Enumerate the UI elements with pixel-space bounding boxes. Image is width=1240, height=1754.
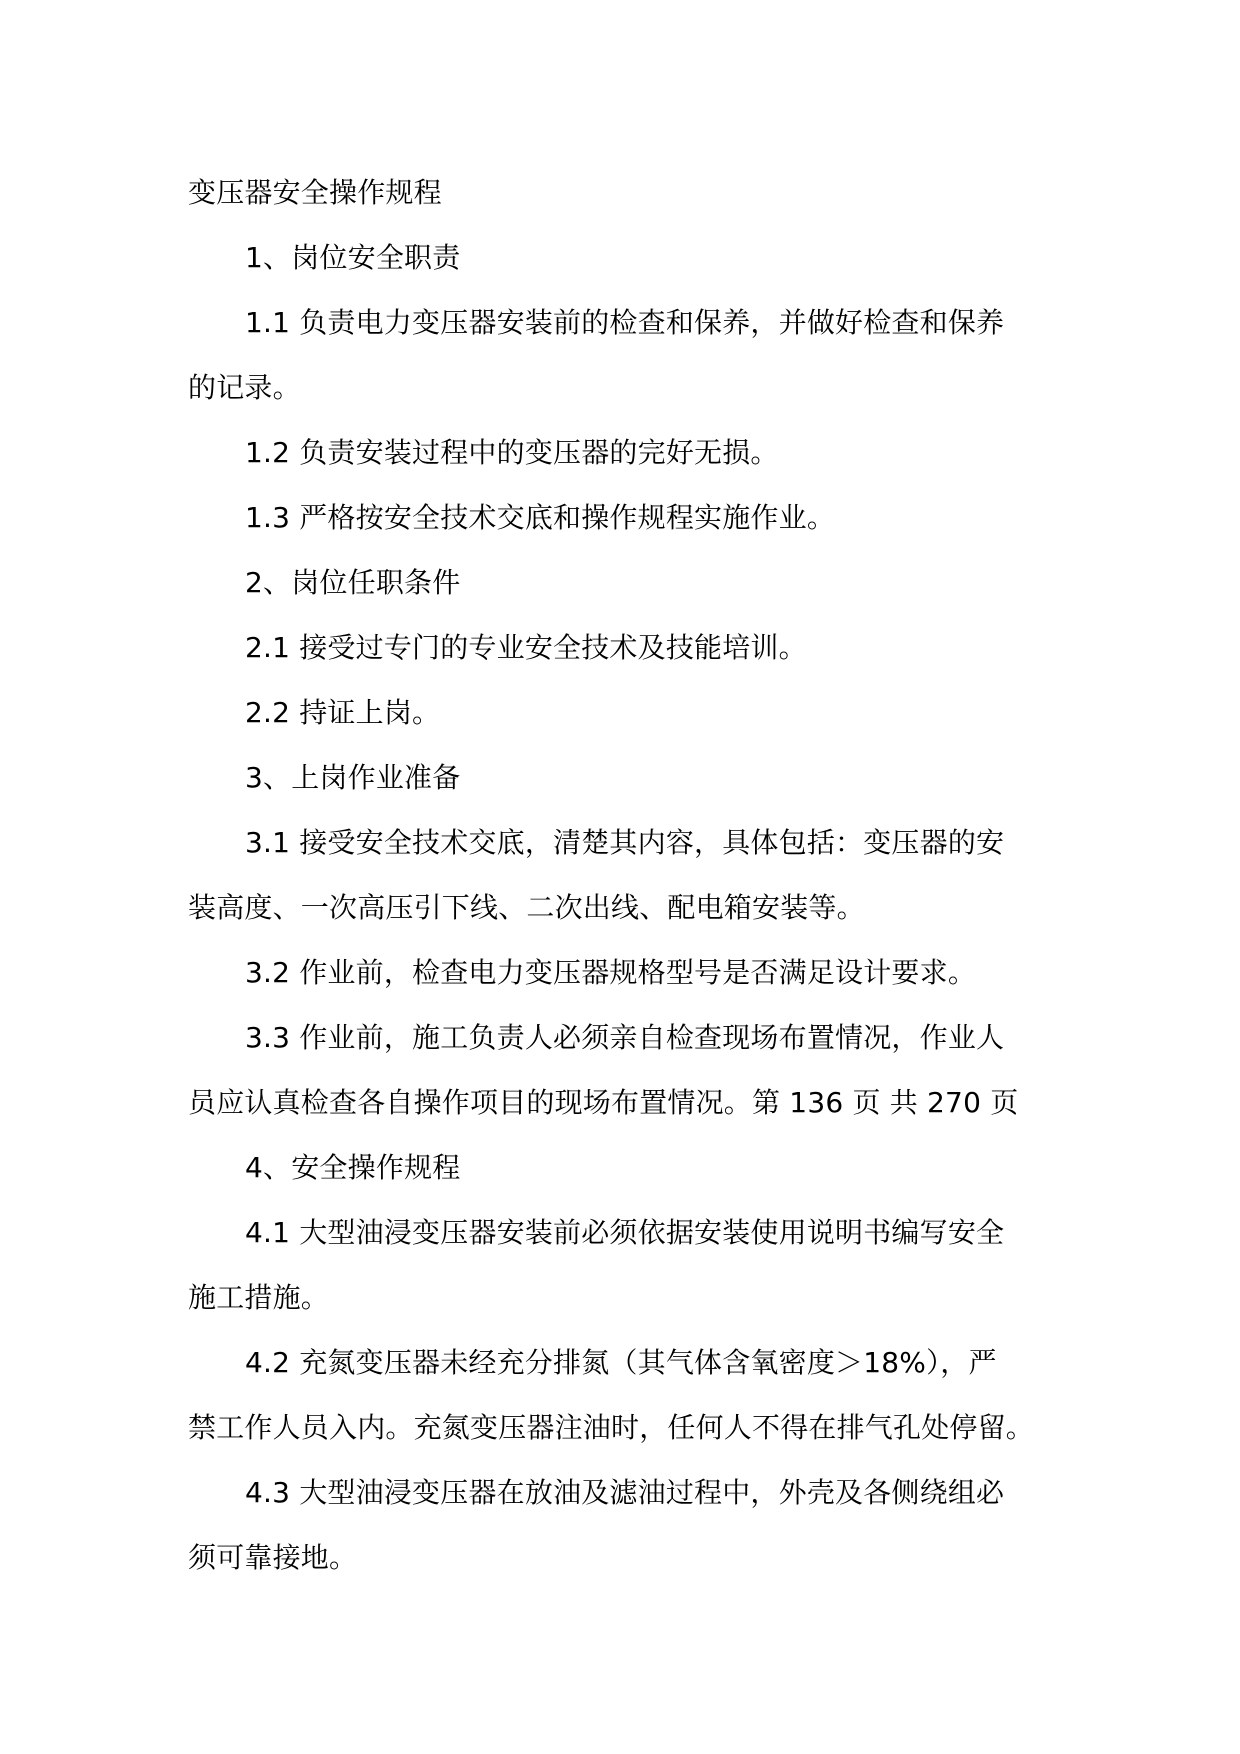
document-line: 4.3 大型油浸变压器在放油及滤油过程中，外壳及各侧绕组必 xyxy=(245,1476,1005,1509)
document-line: 2.1 接受过专门的专业安全技术及技能培训。 xyxy=(245,631,807,664)
document-line: 1.1 负责电力变压器安装前的检查和保养，并做好检查和保养 xyxy=(245,306,1005,339)
document-line: 3.2 作业前，检查电力变压器规格型号是否满足设计要求。 xyxy=(245,956,977,989)
document-line: 4.1 大型油浸变压器安装前必须依据安装使用说明书编写安全 xyxy=(245,1216,1005,1249)
document-title: 变压器安全操作规程 xyxy=(188,176,442,209)
document-line: 装高度、一次高压引下线、二次出线、配电箱安装等。 xyxy=(188,891,865,924)
document-lines xyxy=(188,225,1058,1590)
document-line: 1.2 负责安装过程中的变压器的完好无损。 xyxy=(245,436,779,469)
document-line: 禁工作人员入内。充氮变压器注油时，任何人不得在排气孔处停留。 xyxy=(188,1411,1035,1444)
document-line: 1.3 严格按安全技术交底和操作规程实施作业。 xyxy=(245,501,836,534)
document-line: 4.2 充氮变压器未经充分排氮（其气体含氧密度＞18%），严 xyxy=(245,1346,997,1379)
document-line: 须可靠接地。 xyxy=(188,1541,358,1574)
document-line: 4、安全操作规程 xyxy=(245,1151,461,1184)
document-line: 员应认真检查各自操作项目的现场布置情况。第 136 页 共 270 页 xyxy=(188,1086,1019,1119)
document-line: 3.1 接受安全技术交底，清楚其内容，具体包括：变压器的安 xyxy=(245,826,1005,859)
document-line: 3.3 作业前，施工负责人必须亲自检查现场布置情况，作业人 xyxy=(245,1021,1005,1054)
document-line: 施工措施。 xyxy=(188,1281,330,1314)
document-line: 2.2 持证上岗。 xyxy=(245,696,441,729)
document-body xyxy=(188,160,1058,1590)
document-line: 的记录。 xyxy=(188,371,301,404)
document-line: 1、岗位安全职责 xyxy=(245,241,461,274)
document-line: 3、上岗作业准备 xyxy=(245,761,461,794)
document-line: 2、岗位任职条件 xyxy=(245,566,461,599)
